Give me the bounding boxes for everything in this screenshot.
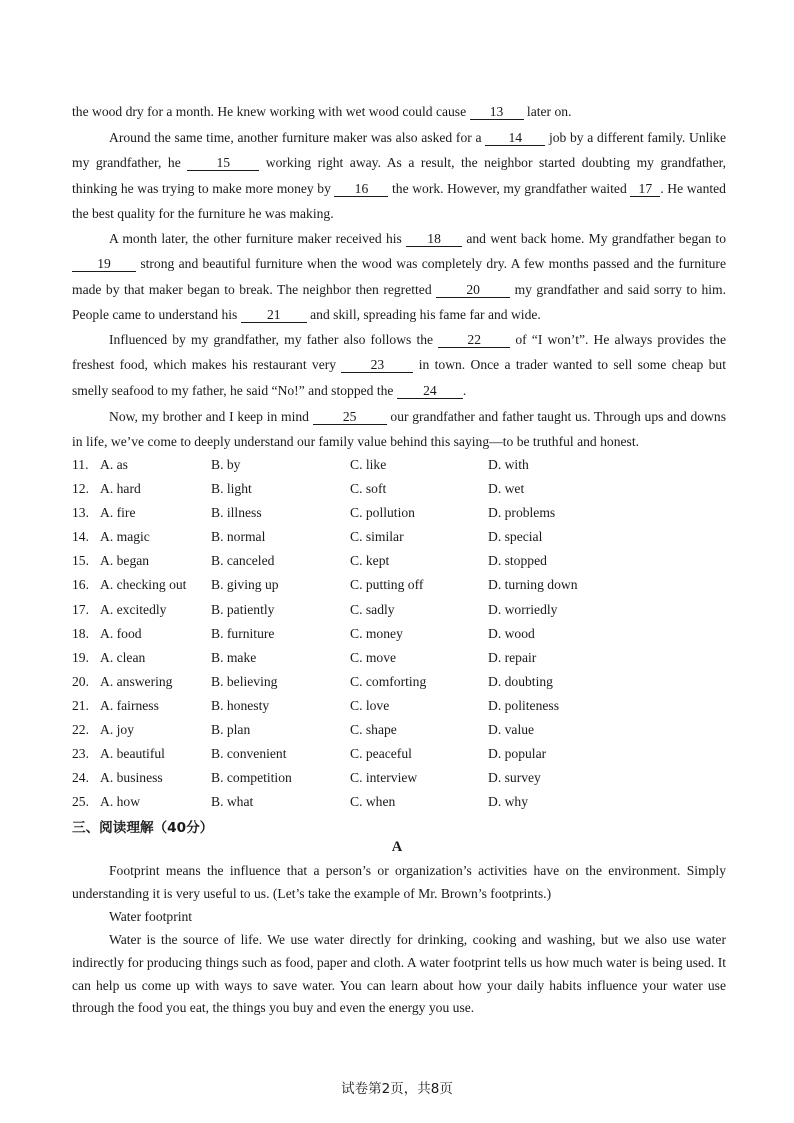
blank-15: 15 <box>187 155 259 171</box>
question-number: 16. <box>72 577 89 593</box>
option-row-14 <box>72 527 732 551</box>
option-b: B. canceled <box>211 553 275 569</box>
option-row-12 <box>72 479 732 503</box>
option-d: D. wood <box>488 625 535 641</box>
question-number: 21. <box>72 697 89 713</box>
option-a: A. checking out <box>100 577 187 593</box>
option-a: A. answering <box>100 673 173 689</box>
option-d: D. repair <box>488 649 537 665</box>
reading-paragraph-2: Water is the source of life. We use water directly for drinking, cooking and washing, but we also use water indirectly for producing things such as food, paper and cloth. A water footprint tells us how much water is being used. It can help us come up with ways to save water. You can learn about how your daily habits influence your water use through the food you eat, the things you buy and even the energy you use. <box>72 932 726 1016</box>
option-row-11 <box>72 455 732 479</box>
option-a: A. clean <box>100 649 146 665</box>
option-c: C. shape <box>350 722 397 738</box>
option-b: B. make <box>211 649 257 665</box>
question-number: 12. <box>72 481 89 497</box>
passage-paragraph-3: A month later, the other furniture maker received his 18 and went back home. My grandfather began to 19 strong and beautiful furniture when the wood was completely dry. A few months passed and the furniture made by that maker began to break. The neighbor then regretted 20 my grandfather and said sorry to him. People came to understand his 21 and skill, spreading his fame far and wide. <box>72 231 727 322</box>
option-a: A. fairness <box>100 697 159 713</box>
passage-paragraph-2: Around the same time, another furniture maker was also asked for a 14 job by a different family. Unlike my grandfather, he 15 working right away. As a result, the neighbor started doubting my grandfather, thinking he was trying to make more money by 16 the work. However, my grandfather waited 17 . He wanted the best quality for the furniture he was making. <box>72 130 726 221</box>
option-d: D. popular <box>488 746 547 762</box>
option-row-23 <box>72 744 732 768</box>
option-d: D. turning down <box>488 577 578 593</box>
question-number: 19. <box>72 649 89 665</box>
option-b: B. convenient <box>211 746 287 762</box>
option-a: A. business <box>100 770 163 786</box>
question-number: 13. <box>72 505 89 521</box>
option-b: B. believing <box>211 673 278 689</box>
option-b: B. patiently <box>211 601 275 617</box>
option-c: C. pollution <box>350 505 415 521</box>
option-c: C. kept <box>350 553 390 569</box>
question-number: 23. <box>72 746 89 762</box>
option-d: D. special <box>488 529 543 545</box>
option-c: C. comforting <box>350 673 427 689</box>
question-number: 18. <box>72 625 89 641</box>
blank-16: 16 <box>334 181 388 197</box>
reading-paragraph-1: Footprint means the influence that a person’s or organization’s activities have on the environment. Simply understanding it is very useful to us. (Let’s take the example of Mr. Brown’s footprints.) <box>72 863 726 901</box>
option-a: A. hard <box>100 481 141 497</box>
option-c: C. money <box>350 625 403 641</box>
question-number: 17. <box>72 601 89 617</box>
option-d: D. doubting <box>488 673 553 689</box>
option-b: B. competition <box>211 770 292 786</box>
option-d: D. value <box>488 722 535 738</box>
option-b: B. furniture <box>211 625 275 641</box>
blank-14: 14 <box>485 130 545 146</box>
question-number: 25. <box>72 794 89 810</box>
section-heading: 三、阅读理解（40分） <box>72 820 214 836</box>
option-c: C. similar <box>350 529 404 545</box>
page-footer: 试卷第2页，共8页 <box>341 1081 453 1097</box>
option-c: C. like <box>350 457 387 472</box>
reading-subheading: Water footprint <box>109 909 193 924</box>
option-a: A. joy <box>100 722 134 738</box>
blank-19: 19 <box>72 256 136 272</box>
option-d: D. politeness <box>488 697 559 713</box>
option-a: A. as <box>100 457 128 472</box>
option-d: D. with <box>488 457 529 472</box>
blank-20: 20 <box>436 282 510 298</box>
option-b: B. light <box>211 481 252 497</box>
option-d: D. problems <box>488 505 556 521</box>
option-row-22 <box>72 720 732 744</box>
option-a: A. how <box>100 794 141 810</box>
blank-25: 25 <box>313 409 387 425</box>
passage-paragraph-1: the wood dry for a month. He knew working with wet wood could cause 13 later on. <box>72 104 572 119</box>
option-row-25 <box>72 792 732 816</box>
option-d: D. worriedly <box>488 601 558 617</box>
option-a: A. excitedly <box>100 601 167 617</box>
option-c: C. interview <box>350 770 418 786</box>
option-row-17 <box>72 600 732 624</box>
question-number: 24. <box>72 770 89 786</box>
option-b: B. honesty <box>211 697 270 713</box>
question-number: 14. <box>72 529 89 545</box>
blank-13: 13 <box>470 104 524 120</box>
passage-paragraph-5: Now, my brother and I keep in mind 25 our grandfather and father taught us. Through ups and downs in life, we’ve come to deeply understand our family value behind this saying—to be truthful and honest. <box>72 409 726 450</box>
passage-paragraph-4: Influenced by my grandfather, my father also follows the 22 of “I won’t”. He always provides the freshest food, which makes his restaurant very 23 in town. Once a trader wanted to sell some cheap but smelly seafood to my father, he said “No!” and stopped the 24 . <box>72 332 726 398</box>
blank-21: 21 <box>241 307 307 323</box>
option-c: C. peaceful <box>350 746 412 762</box>
option-d: D. why <box>488 794 529 810</box>
question-number: 20. <box>72 673 89 689</box>
option-a: A. fire <box>100 505 136 521</box>
option-c: C. putting off <box>350 577 424 593</box>
option-b: B. by <box>211 457 241 472</box>
option-d: D. survey <box>488 770 541 786</box>
option-row-20 <box>72 672 732 696</box>
passage-label: A <box>391 839 403 855</box>
option-c: C. love <box>350 697 390 713</box>
blank-17: 17 <box>630 181 660 197</box>
option-d: D. stopped <box>488 553 547 569</box>
option-c: C. when <box>350 794 396 810</box>
option-row-18 <box>72 624 732 648</box>
option-b: B. what <box>211 794 254 810</box>
option-row-19 <box>72 648 732 672</box>
option-row-16 <box>72 575 732 599</box>
blank-18: 18 <box>406 231 462 247</box>
option-b: B. illness <box>211 505 262 521</box>
blank-22: 22 <box>438 332 510 348</box>
option-a: A. magic <box>100 529 150 545</box>
question-number: 22. <box>72 722 89 738</box>
question-number: 11. <box>72 457 89 472</box>
option-c: C. soft <box>350 481 387 497</box>
question-number: 15. <box>72 553 89 569</box>
options-list <box>72 455 732 816</box>
blank-24: 24 <box>397 383 463 399</box>
option-b: B. giving up <box>211 577 279 593</box>
option-row-21 <box>72 696 732 720</box>
option-a: A. began <box>100 553 150 569</box>
option-d: D. wet <box>488 481 525 497</box>
blank-23: 23 <box>341 357 413 373</box>
option-b: B. plan <box>211 722 251 738</box>
option-a: A. beautiful <box>100 746 165 762</box>
option-row-24 <box>72 768 732 792</box>
option-b: B. normal <box>211 529 266 545</box>
option-row-13 <box>72 503 732 527</box>
option-row-15 <box>72 551 732 575</box>
option-c: C. sadly <box>350 601 395 617</box>
option-a: A. food <box>100 625 142 641</box>
option-c: C. move <box>350 649 397 665</box>
